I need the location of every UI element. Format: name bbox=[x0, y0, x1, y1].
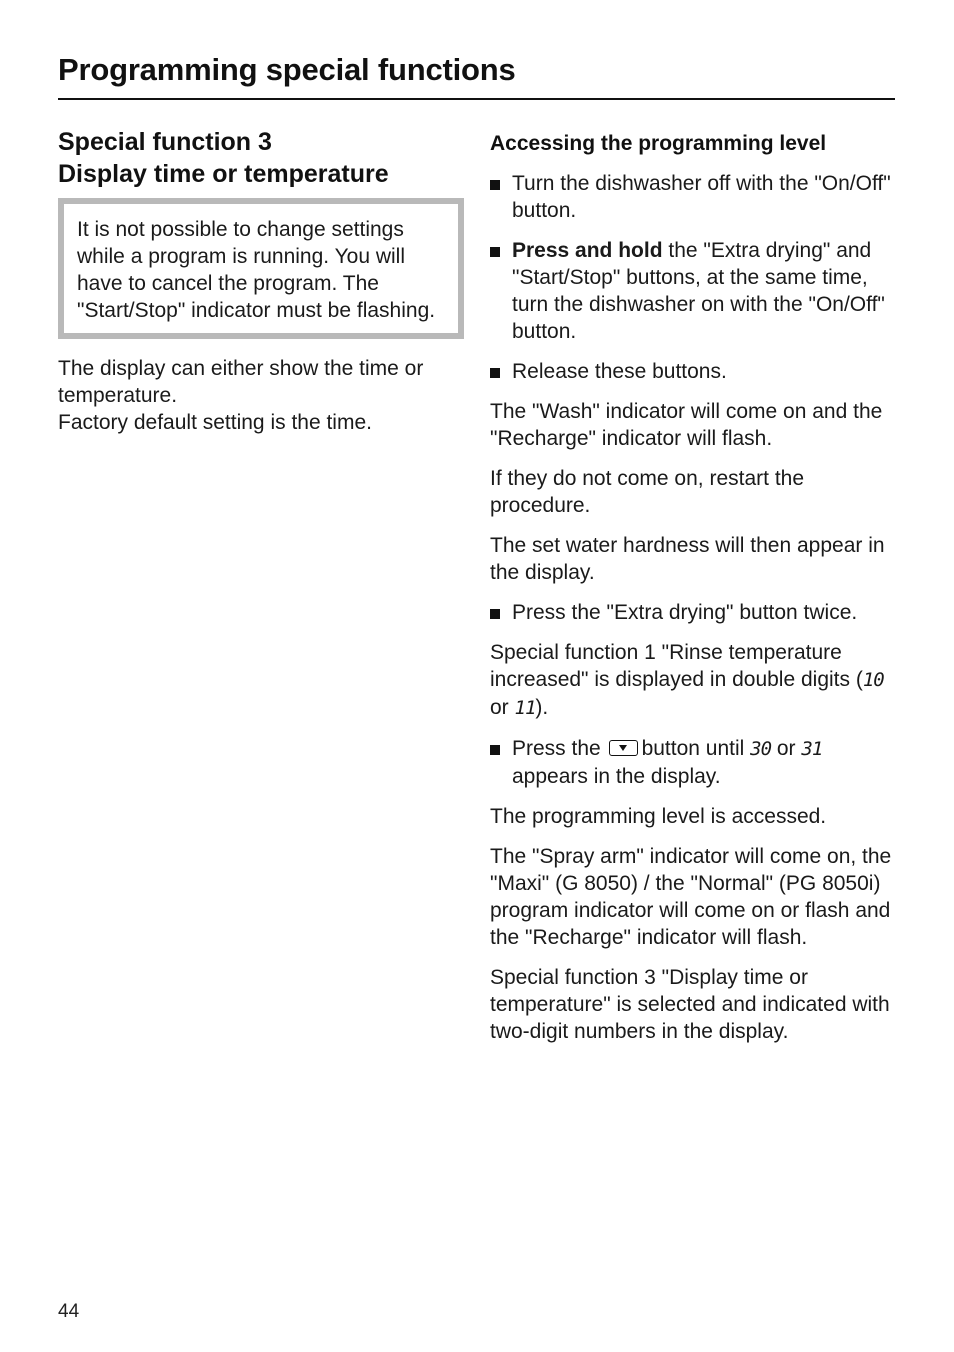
intro-line1: The display can either show the time or temperature. bbox=[58, 357, 424, 407]
display-digits-31: 31 bbox=[801, 738, 823, 760]
bullet-text: Press the bbox=[512, 737, 601, 760]
page-number: 44 bbox=[58, 1301, 80, 1322]
bullet-square-icon bbox=[490, 247, 500, 257]
section-heading-line2: Display time or temperature bbox=[58, 160, 389, 188]
bullet-text: Press the "Extra drying" button twice. bbox=[512, 601, 858, 624]
bullet-text: Turn the dishwasher off with the "On/Off" button. bbox=[512, 172, 891, 222]
paragraph-special-function-1 bbox=[490, 639, 900, 722]
display-digits-30: 30 bbox=[750, 738, 772, 760]
list-item bbox=[490, 237, 900, 345]
paragraph-spray-arm: The "Spray arm" indicator will come on, the "Maxi" (G 8050) / the "Normal" (PG 8050i) program indicator will come on or flash and the "Recharge" indicator will flash. bbox=[490, 845, 892, 949]
bullet-text: or bbox=[771, 737, 802, 760]
paragraph-restart: If they do not come on, restart the procedure. bbox=[490, 467, 805, 517]
intro-paragraph bbox=[58, 355, 468, 436]
bullet-square-icon bbox=[490, 609, 500, 619]
sf1-text: Special function 1 "Rinse temperature increased" is displayed in double digits ( bbox=[490, 641, 863, 691]
paragraph-accessed: The programming level is accessed. bbox=[490, 805, 827, 828]
list-item bbox=[490, 735, 900, 790]
bullet-text: appears in the display. bbox=[512, 765, 721, 788]
list-item bbox=[490, 599, 900, 626]
warning-note-text: It is not possible to change settings while a program is running. You will have to cancel the program. The "Start/Stop" indicator must be flashing. bbox=[77, 218, 436, 322]
right-column bbox=[490, 130, 900, 1058]
paragraph-hardness: The set water hardness will then appear in the display. bbox=[490, 534, 885, 584]
list-item bbox=[490, 358, 900, 385]
bullet-square-icon bbox=[490, 368, 500, 378]
paragraph-wash: The "Wash" indicator will come on and the "Recharge" indicator will flash. bbox=[490, 400, 883, 450]
paragraph-special-function-3: Special function 3 "Display time or temperature" is selected and indicated with two-digit numbers in the display. bbox=[490, 966, 890, 1043]
warning-note-box bbox=[58, 198, 464, 339]
display-digits-10: 10 bbox=[862, 669, 884, 691]
sf1-end: ). bbox=[535, 696, 549, 719]
bullet-text: Release these buttons. bbox=[512, 360, 727, 383]
page-title: Programming special functions bbox=[58, 52, 516, 87]
subheading-programming-level: Accessing the programming level bbox=[490, 132, 827, 155]
section-heading bbox=[58, 126, 468, 190]
left-column bbox=[58, 126, 468, 436]
bullet-square-icon bbox=[490, 180, 500, 190]
display-digits-11: 11 bbox=[514, 697, 536, 719]
down-arrow-button-icon bbox=[609, 740, 638, 756]
bullet-text: button until bbox=[641, 737, 751, 760]
intro-line2: Factory default setting is the time. bbox=[58, 411, 372, 434]
bullet-text: the "Extra drying" and "Start/Stop" buttons, at the same time, turn the dishwasher on with the "On/Off" button. bbox=[512, 239, 885, 343]
bullet-square-icon bbox=[490, 745, 500, 755]
section-heading-line1: Special function 3 bbox=[58, 128, 272, 156]
sf1-or: or bbox=[490, 696, 515, 719]
title-divider bbox=[58, 98, 895, 100]
bullet-bold-text: Press and hold bbox=[512, 239, 663, 262]
list-item bbox=[490, 170, 900, 224]
